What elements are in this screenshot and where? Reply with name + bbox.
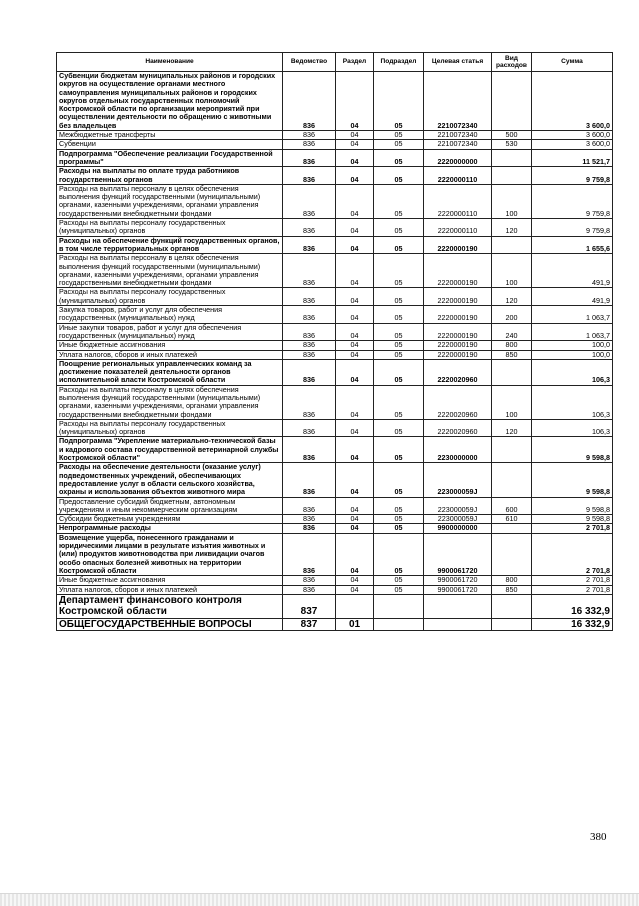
cell-podrazdel: 05 <box>374 515 424 524</box>
header-name: Наименование <box>57 53 283 72</box>
cell-razdel: 04 <box>336 140 374 149</box>
cell-celevaya-statya: 2220020960 <box>424 419 492 437</box>
header-summa: Сумма <box>532 53 613 72</box>
cell-vedomstvo: 836 <box>283 385 336 419</box>
cell-vid-rashodov: 120 <box>492 288 532 306</box>
cell-celevaya-statya: 9900061720 <box>424 585 492 594</box>
cell-name: Субсидии бюджетным учреждениям <box>57 515 283 524</box>
cell-podrazdel: 05 <box>374 359 424 385</box>
cell-razdel: 04 <box>336 288 374 306</box>
cell-razdel: 04 <box>336 236 374 254</box>
cell-vid-rashodov <box>492 594 532 618</box>
cell-razdel <box>336 594 374 618</box>
cell-podrazdel: 05 <box>374 585 424 594</box>
cell-razdel: 04 <box>336 576 374 585</box>
cell-name: Расходы на выплаты по оплате труда работников государственных органов <box>57 167 283 185</box>
table-row <box>57 219 613 237</box>
cell-name: Расходы на выплаты персоналу государственных (муниципальных) органов <box>57 419 283 437</box>
cell-summa: 106,3 <box>532 419 613 437</box>
cell-vedomstvo: 836 <box>283 288 336 306</box>
cell-vedomstvo: 836 <box>283 463 336 497</box>
cell-podrazdel: 05 <box>374 533 424 575</box>
cell-vedomstvo: 836 <box>283 359 336 385</box>
cell-podrazdel: 05 <box>374 576 424 585</box>
cell-summa: 491,9 <box>532 288 613 306</box>
cell-celevaya-statya: 9900061720 <box>424 533 492 575</box>
cell-razdel: 04 <box>336 184 374 218</box>
cell-vid-rashodov <box>492 72 532 131</box>
header-vedomstvo: Ведомство <box>283 53 336 72</box>
header-razdel: Раздел <box>336 53 374 72</box>
cell-vedomstvo: 836 <box>283 131 336 140</box>
cell-vid-rashodov: 600 <box>492 497 532 515</box>
cell-vid-rashodov: 100 <box>492 184 532 218</box>
cell-vid-rashodov: 530 <box>492 140 532 149</box>
cell-summa: 9 759,8 <box>532 219 613 237</box>
header-podrazdel: Подраздел <box>374 53 424 72</box>
cell-podrazdel: 05 <box>374 140 424 149</box>
cell-celevaya-statya: 2210072340 <box>424 72 492 131</box>
cell-vid-rashodov: 800 <box>492 341 532 350</box>
cell-celevaya-statya <box>424 594 492 618</box>
cell-name: Иные бюджетные ассигнования <box>57 341 283 350</box>
cell-summa: 100,0 <box>532 350 613 359</box>
cell-vedomstvo: 836 <box>283 219 336 237</box>
cell-vid-rashodov <box>492 167 532 185</box>
cell-razdel: 04 <box>336 131 374 140</box>
cell-name: Субвенции <box>57 140 283 149</box>
cell-celevaya-statya <box>424 618 492 631</box>
cell-vedomstvo: 836 <box>283 184 336 218</box>
cell-vedomstvo: 836 <box>283 341 336 350</box>
cell-podrazdel: 05 <box>374 463 424 497</box>
cell-podrazdel: 05 <box>374 167 424 185</box>
cell-celevaya-statya: 2220000190 <box>424 254 492 288</box>
cell-summa: 9 759,8 <box>532 167 613 185</box>
table-row <box>57 184 613 218</box>
cell-podrazdel: 05 <box>374 219 424 237</box>
cell-summa: 2 701,8 <box>532 533 613 575</box>
cell-summa: 16 332,9 <box>532 618 613 631</box>
cell-vid-rashodov: 500 <box>492 131 532 140</box>
cell-razdel: 04 <box>336 515 374 524</box>
cell-vid-rashodov: 610 <box>492 515 532 524</box>
cell-vedomstvo: 836 <box>283 585 336 594</box>
cell-vid-rashodov: 800 <box>492 576 532 585</box>
table-body <box>57 72 613 631</box>
cell-razdel: 04 <box>336 524 374 533</box>
cell-podrazdel: 05 <box>374 72 424 131</box>
table-row <box>57 497 613 515</box>
table-row <box>57 594 613 618</box>
cell-razdel: 04 <box>336 254 374 288</box>
cell-vedomstvo: 836 <box>283 419 336 437</box>
cell-razdel: 04 <box>336 323 374 341</box>
table-row <box>57 288 613 306</box>
cell-podrazdel: 05 <box>374 524 424 533</box>
cell-summa: 100,0 <box>532 341 613 350</box>
cell-celevaya-statya: 2220000190 <box>424 341 492 350</box>
cell-name: Департамент финансового контроля Костромской области <box>57 594 283 618</box>
cell-summa: 1 655,6 <box>532 236 613 254</box>
cell-name: Расходы на выплаты персоналу в целях обеспечения выполнения функций государственными (муниципальными) органами, казенными учреждениями, органами управления государственными внебюджетными фондами <box>57 184 283 218</box>
cell-vid-rashodov <box>492 359 532 385</box>
cell-summa: 16 332,9 <box>532 594 613 618</box>
cell-podrazdel: 05 <box>374 419 424 437</box>
cell-name: Расходы на выплаты персоналу в целях обеспечения выполнения функций государственными (муниципальными) органами, казенными учреждениями, органами управления государственными внебюджетными фондами <box>57 254 283 288</box>
cell-razdel: 04 <box>336 497 374 515</box>
cell-podrazdel: 05 <box>374 236 424 254</box>
table-row <box>57 149 613 167</box>
cell-summa: 9 598,8 <box>532 515 613 524</box>
cell-vid-rashodov <box>492 618 532 631</box>
header-celevaya-statya: Целевая статья <box>424 53 492 72</box>
cell-podrazdel <box>374 594 424 618</box>
table-row <box>57 72 613 131</box>
cell-vid-rashodov: 850 <box>492 350 532 359</box>
cell-name: Подпрограмма "Обеспечение реализации Государственной программы" <box>57 149 283 167</box>
cell-vid-rashodov: 850 <box>492 585 532 594</box>
cell-razdel: 04 <box>336 306 374 324</box>
page-number: 380 <box>590 831 607 843</box>
cell-celevaya-statya: 2220020960 <box>424 385 492 419</box>
budget-table <box>56 52 613 631</box>
cell-name: Уплата налогов, сборов и иных платежей <box>57 350 283 359</box>
cell-podrazdel <box>374 618 424 631</box>
cell-razdel: 04 <box>336 359 374 385</box>
cell-celevaya-statya: 9900061720 <box>424 576 492 585</box>
cell-vedomstvo: 836 <box>283 140 336 149</box>
cell-podrazdel: 05 <box>374 131 424 140</box>
cell-summa: 11 521,7 <box>532 149 613 167</box>
cell-celevaya-statya: 2220000110 <box>424 219 492 237</box>
table-row <box>57 618 613 631</box>
cell-vedomstvo: 837 <box>283 618 336 631</box>
header-vid-rashodov: Вид расходов <box>492 53 532 72</box>
cell-razdel: 04 <box>336 585 374 594</box>
cell-celevaya-statya: 2220000190 <box>424 306 492 324</box>
cell-celevaya-statya: 2220000110 <box>424 184 492 218</box>
cell-name: ОБЩЕГОСУДАРСТВЕННЫЕ ВОПРОСЫ <box>57 618 283 631</box>
cell-razdel: 04 <box>336 437 374 463</box>
cell-vid-rashodov: 240 <box>492 323 532 341</box>
cell-razdel: 04 <box>336 149 374 167</box>
cell-celevaya-statya: 2210072340 <box>424 131 492 140</box>
table-row <box>57 140 613 149</box>
cell-summa: 9 598,8 <box>532 437 613 463</box>
table-row <box>57 585 613 594</box>
cell-razdel: 04 <box>336 463 374 497</box>
table-row <box>57 350 613 359</box>
cell-summa: 3 600,0 <box>532 131 613 140</box>
cell-vedomstvo: 836 <box>283 254 336 288</box>
cell-podrazdel: 05 <box>374 350 424 359</box>
cell-vid-rashodov: 100 <box>492 385 532 419</box>
cell-podrazdel: 05 <box>374 149 424 167</box>
cell-celevaya-statya: 2210072340 <box>424 140 492 149</box>
cell-vedomstvo: 836 <box>283 497 336 515</box>
cell-name: Возмещение ущерба, понесенного гражданами и юридическими лицами в результате изъятия животных и (или) продуктов животноводства при ликвидации очагов особо опасных болезней животных на территории Костромской области <box>57 533 283 575</box>
cell-razdel: 01 <box>336 618 374 631</box>
cell-summa: 9 759,8 <box>532 184 613 218</box>
cell-vedomstvo: 836 <box>283 437 336 463</box>
cell-celevaya-statya: 2230000000 <box>424 437 492 463</box>
cell-celevaya-statya: 2220000190 <box>424 323 492 341</box>
cell-celevaya-statya: 223000059J <box>424 497 492 515</box>
table-row <box>57 385 613 419</box>
cell-podrazdel: 05 <box>374 184 424 218</box>
cell-vid-rashodov: 200 <box>492 306 532 324</box>
table-row <box>57 533 613 575</box>
cell-name: Расходы на выплаты персоналу государственных (муниципальных) органов <box>57 288 283 306</box>
table-header <box>57 53 613 72</box>
cell-vid-rashodov <box>492 437 532 463</box>
cell-name: Субвенции бюджетам муниципальных районов и городских округов на осуществление органами местного самоуправления муниципальных районов и городских округов отдельных государственных полномочий Костромской области по организации мероприятий при осуществлении деятельности по обращению с животными без владельцев <box>57 72 283 131</box>
cell-vedomstvo: 836 <box>283 524 336 533</box>
table-row <box>57 576 613 585</box>
table-row <box>57 306 613 324</box>
cell-celevaya-statya: 2220000190 <box>424 350 492 359</box>
cell-summa: 106,3 <box>532 385 613 419</box>
cell-vedomstvo: 837 <box>283 594 336 618</box>
cell-vedomstvo: 836 <box>283 306 336 324</box>
cell-summa: 491,9 <box>532 254 613 288</box>
cell-podrazdel: 05 <box>374 254 424 288</box>
table-row <box>57 437 613 463</box>
table-row <box>57 323 613 341</box>
cell-name: Непрограммные расходы <box>57 524 283 533</box>
table-row <box>57 359 613 385</box>
cell-razdel: 04 <box>336 167 374 185</box>
cell-podrazdel: 05 <box>374 306 424 324</box>
cell-vedomstvo: 836 <box>283 236 336 254</box>
cell-name: Расходы на обеспечение функций государственных органов, в том числе территориальных органов <box>57 236 283 254</box>
table-row <box>57 236 613 254</box>
cell-name: Уплата налогов, сборов и иных платежей <box>57 585 283 594</box>
cell-podrazdel: 05 <box>374 288 424 306</box>
cell-name: Расходы на выплаты персоналу государственных (муниципальных) органов <box>57 219 283 237</box>
cell-vedomstvo: 836 <box>283 515 336 524</box>
table-row <box>57 515 613 524</box>
cell-summa: 3 600,0 <box>532 140 613 149</box>
cell-vid-rashodov <box>492 524 532 533</box>
cell-vid-rashodov <box>492 463 532 497</box>
cell-celevaya-statya: 9900000000 <box>424 524 492 533</box>
cell-summa: 2 701,8 <box>532 524 613 533</box>
cell-summa: 9 598,8 <box>532 463 613 497</box>
cell-name: Межбюджетные трансферты <box>57 131 283 140</box>
cell-summa: 1 063,7 <box>532 306 613 324</box>
table-row <box>57 419 613 437</box>
cell-name: Предоставление субсидий бюджетным, автономным учреждениям и иным некоммерческим организациям <box>57 497 283 515</box>
cell-podrazdel: 05 <box>374 437 424 463</box>
cell-vedomstvo: 836 <box>283 576 336 585</box>
cell-podrazdel: 05 <box>374 323 424 341</box>
cell-podrazdel: 05 <box>374 341 424 350</box>
cell-podrazdel: 05 <box>374 385 424 419</box>
table-row <box>57 254 613 288</box>
cell-vid-rashodov <box>492 149 532 167</box>
cell-summa: 1 063,7 <box>532 323 613 341</box>
table-row <box>57 167 613 185</box>
cell-razdel: 04 <box>336 419 374 437</box>
cell-summa: 2 701,8 <box>532 576 613 585</box>
header-row <box>57 53 613 72</box>
cell-vedomstvo: 836 <box>283 323 336 341</box>
cell-celevaya-statya: 223000059J <box>424 515 492 524</box>
cell-name: Иные закупки товаров, работ и услуг для обеспечения государственных (муниципальных) нужд <box>57 323 283 341</box>
cell-name: Расходы на обеспечение деятельности (оказание услуг) подведомственных учреждений, обеспечивающих предоставление услуг в области сельского хозяйства, охраны и использования объектов животного мира <box>57 463 283 497</box>
scan-footer-strip <box>0 893 639 906</box>
cell-summa: 3 600,0 <box>532 72 613 131</box>
cell-razdel: 04 <box>336 341 374 350</box>
cell-vid-rashodov: 120 <box>492 219 532 237</box>
cell-vid-rashodov <box>492 533 532 575</box>
cell-name: Расходы на выплаты персоналу в целях обеспечения выполнения функций государственными (муниципальными) органами, казенными учреждениями, органами управления государственными внебюджетными фондами <box>57 385 283 419</box>
cell-podrazdel: 05 <box>374 497 424 515</box>
cell-vid-rashodov <box>492 236 532 254</box>
cell-celevaya-statya: 2220000110 <box>424 167 492 185</box>
cell-celevaya-statya: 2220000190 <box>424 288 492 306</box>
cell-name: Подпрограмма "Укрепление материально-технической базы и кадрового состава государственной ветеринарной службы Костромской области" <box>57 437 283 463</box>
cell-celevaya-statya: 223000059J <box>424 463 492 497</box>
table-row <box>57 341 613 350</box>
cell-celevaya-statya: 2220000000 <box>424 149 492 167</box>
cell-razdel: 04 <box>336 72 374 131</box>
cell-razdel: 04 <box>336 350 374 359</box>
cell-razdel: 04 <box>336 219 374 237</box>
cell-summa: 2 701,8 <box>532 585 613 594</box>
cell-vedomstvo: 836 <box>283 72 336 131</box>
cell-vedomstvo: 836 <box>283 149 336 167</box>
table-row <box>57 463 613 497</box>
cell-vedomstvo: 836 <box>283 350 336 359</box>
cell-name: Закупка товаров, работ и услуг для обеспечения государственных (муниципальных) нужд <box>57 306 283 324</box>
cell-summa: 106,3 <box>532 359 613 385</box>
table-row <box>57 131 613 140</box>
cell-razdel: 04 <box>336 533 374 575</box>
cell-vid-rashodov: 120 <box>492 419 532 437</box>
cell-name: Иные бюджетные ассигнования <box>57 576 283 585</box>
cell-celevaya-statya: 2220000190 <box>424 236 492 254</box>
table-row <box>57 524 613 533</box>
cell-vedomstvo: 836 <box>283 167 336 185</box>
cell-celevaya-statya: 2220020960 <box>424 359 492 385</box>
cell-vedomstvo: 836 <box>283 533 336 575</box>
cell-vid-rashodov: 100 <box>492 254 532 288</box>
cell-name: Поощрение региональных управленческих команд за достижение показателей деятельности органов исполнительной власти Костромской области <box>57 359 283 385</box>
cell-razdel: 04 <box>336 385 374 419</box>
cell-summa: 9 598,8 <box>532 497 613 515</box>
